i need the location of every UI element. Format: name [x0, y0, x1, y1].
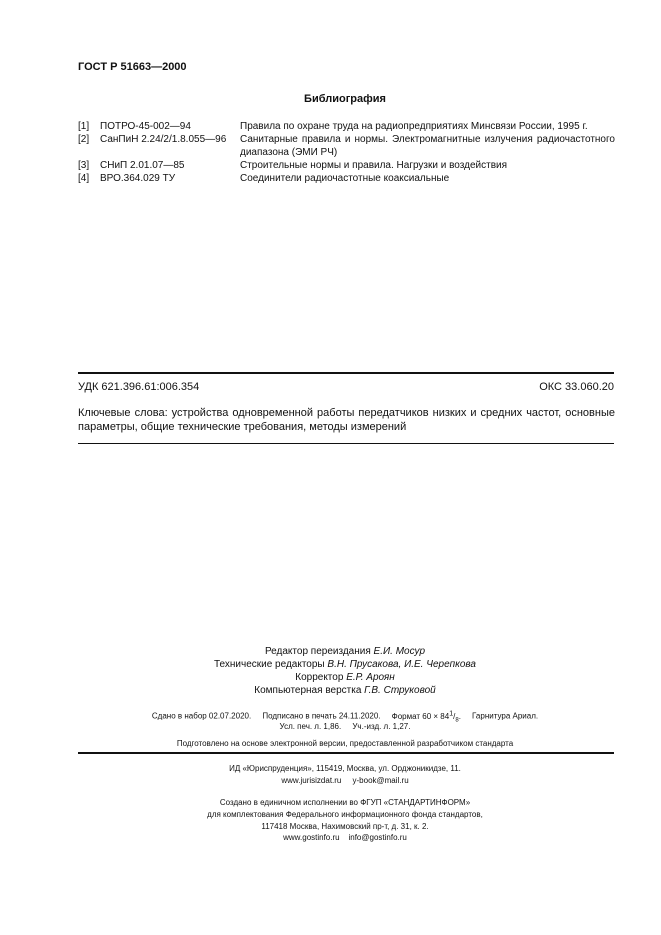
imprint-sheets [0, 721, 661, 732]
oks-code: ОКС 33.060.20 [539, 381, 614, 393]
credit-name: Г.В. Струковой [364, 685, 436, 696]
item-description: Правила по охране труда на радиопредприятиях Минсвязи России, 1995 г. [240, 121, 588, 132]
bibliography-item [78, 159, 618, 172]
creator-address: 117418 Москва, Нахимовский пр-т, д. 31, к. 2. [261, 822, 429, 831]
typeface: Гарнитура Ариал. [472, 711, 539, 721]
udk-code: УДК 621.396.61:006.354 [78, 381, 200, 393]
item-description: Санитарные правила и нормы. Электромагнитные излучения радиочастотного диапазона (ЭМИ РЧ) [240, 134, 615, 158]
item-number: [1] [78, 121, 90, 132]
credit-role: Редактор переиздания [264, 646, 371, 657]
credit-role: Компьютерная верстка [254, 685, 362, 696]
publisher-email-link[interactable]: y-book@mail.ru [352, 776, 409, 785]
credit-name: Е.И. Мосур [373, 646, 426, 657]
creator-contacts [0, 832, 661, 843]
divider [78, 752, 614, 754]
bibliography-list [78, 120, 618, 185]
document-header: ГОСТ Р 51663—2000 [78, 61, 187, 73]
credit-role: Технические редакторы [213, 659, 325, 670]
credit-line [0, 684, 661, 697]
prepared-note: Подготовлено на основе электронной версии, предоставленной разработчиком стандарта [176, 739, 514, 748]
page-title: Библиография [304, 93, 386, 105]
credit-name: Е.Р. Ароян [346, 672, 395, 683]
item-code: ПОТРО-45-002—94 [100, 121, 191, 132]
item-code: СанПиН 2.24/2/1.8.055—96 [100, 134, 227, 145]
publisher-site-link[interactable]: www.jurisizdat.ru [281, 776, 342, 785]
item-description: Строительные нормы и правила. Нагрузки и воздействия [240, 160, 508, 171]
typeset-date: Сдано в набор 02.07.2020. [151, 711, 252, 721]
item-code: ВРО.364.029 ТУ [100, 173, 176, 184]
bibliography-item [78, 120, 618, 133]
print-sheets: Усл. печ. л. 1,86. [279, 722, 342, 731]
publisher-contacts [0, 775, 661, 786]
creator-site-link[interactable]: www.gostinfo.ru [283, 833, 340, 842]
pub-sheets: Уч.-изд. л. 1,27. [352, 722, 411, 731]
bibliography-item [78, 172, 618, 185]
item-description: Соединители радиочастотные коаксиальные [240, 173, 450, 184]
credits [0, 645, 661, 697]
publisher-address: ИД «Юриспруденция», 115419, Москва, ул. Орджоникидзе, 11. [229, 764, 461, 773]
bibliography-item [78, 133, 618, 159]
signed-date: Подписано в печать 24.11.2020. [262, 711, 381, 721]
credit-line [0, 671, 661, 684]
credit-name: В.Н. Прусакова, И.Е. Черепкова [327, 659, 476, 670]
credit-line [0, 645, 661, 658]
keywords: Ключевые слова: устройства одновременной работы передатчиков низких и средних частот, основные параметры, общие технические требования, методы измерений [78, 407, 615, 433]
creator-line: Создано в единичном исполнении во ФГУП «СТАНДАРТИНФОРМ» [219, 798, 471, 807]
credit-role: Корректор [295, 672, 344, 683]
divider [78, 372, 614, 374]
format: Формат $60 \times 84^1/_8$. [391, 710, 461, 724]
item-code: СНиП 2.01.07—85 [100, 160, 185, 171]
item-number: [2] [78, 134, 90, 145]
divider [78, 443, 614, 444]
item-number: [3] [78, 160, 90, 171]
item-number: [4] [78, 173, 90, 184]
creator-line: для комплектования Федерального информационного фонда стандартов, [207, 810, 483, 819]
credit-line [0, 658, 661, 671]
creator-email-link[interactable]: info@gostinfo.ru [348, 833, 407, 842]
